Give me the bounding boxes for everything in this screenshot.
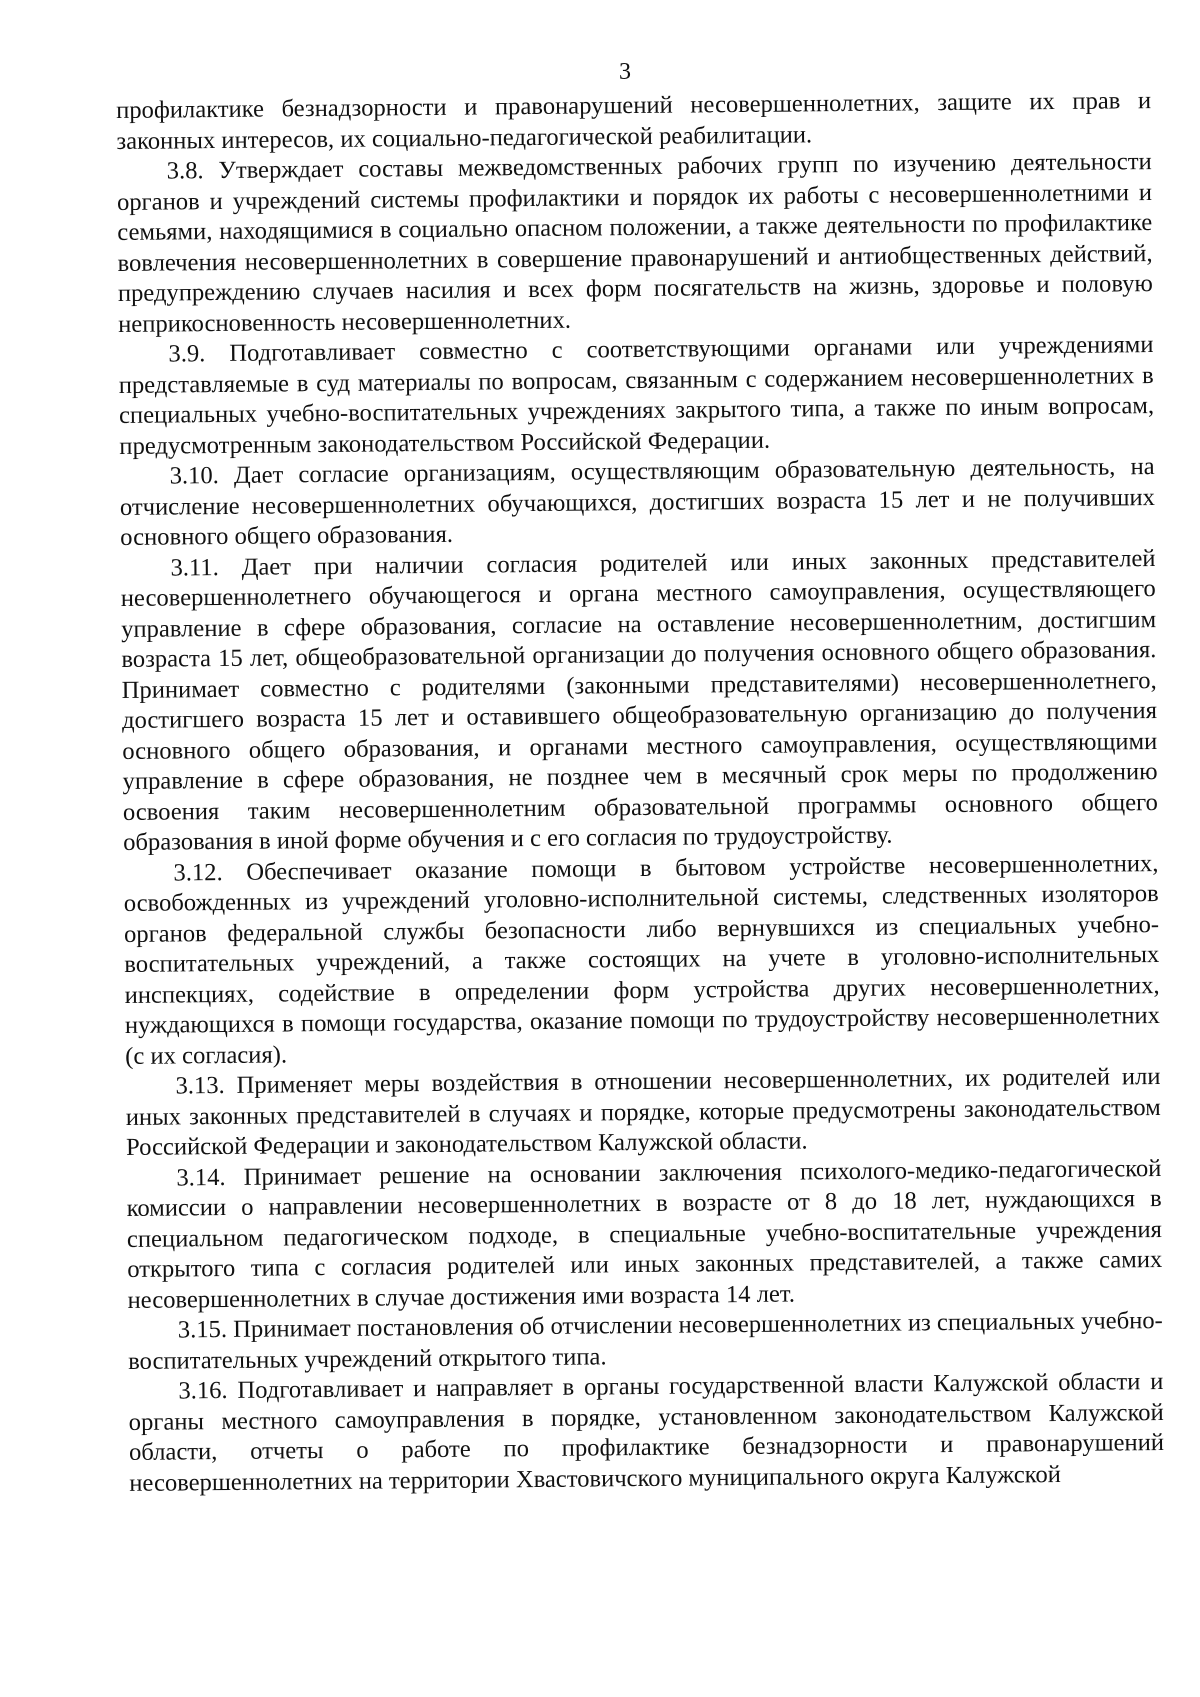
paragraph-continuation: профилактике безнадзорности и правонарушений несовершеннолетних, защите их прав и законных интересов, их социально-педагогической реабилитации. xyxy=(116,87,1152,155)
document-body xyxy=(116,86,1164,1499)
paragraph-3-12: 3.12. Обеспечивает оказание помощи в бытовом устройстве несовершеннолетних, освобожденных из учреждений уголовно-исполнительной системы, следственных изоляторов органов федеральной службы безопасности либо вернувшихся из специальных учебно-воспитательных учреждений, а также состоящих на учете в уголовно-исполнительных инспекциях, содействие в определении форм устройства других несовершеннолетних, нуждающихся в помощи государства, оказание помощи по трудоустройству несовершеннолетних (с их согласия). xyxy=(123,849,1161,1070)
page-number: 3 xyxy=(619,59,631,85)
paragraph-3-13: 3.13. Применяет меры воздействия в отношении несовершеннолетних, их родителей или иных законных представителей в случаях и порядке, которые предусмотрены законодательством Российской Федерации и законодательством Калужской области. xyxy=(125,1063,1161,1161)
paragraph-3-9: 3.9. Подготавливает совместно с соответствующими органами или учреждениями представляемые в суд материалы по вопросам, связанным с содержанием несовершеннолетних в специальных учебно-воспитательных учреждениях закрытого типа, а также по иным вопросам, предусмотренным законодательством Российской Федерации. xyxy=(118,331,1155,460)
paragraph-3-8: 3.8. Утверждает составы межведомственных рабочих групп по изучению деятельности органов и учреждений системы профилактики и порядок их работы с несовершеннолетними и семьями, находящимися в социально опасном положении, а также деятельности по профилактике вовлечения несовершеннолетних в совершение правонарушений и антиобщественных действий, предупреждению случаев насилия и всех форм посягательств на жизнь, здоровье и половую неприкосновенность несовершеннолетних. xyxy=(116,148,1153,338)
paragraph-3-15: 3.15. Принимает постановления об отчислении несовершеннолетних из специальных учебно-воспитательных учреждений открытого типа. xyxy=(128,1307,1163,1375)
paragraph-3-14: 3.14. Принимает решение на основании заключения психолого-медико-педагогической комиссии о направлении несовершеннолетних в возрасте от 8 до 18 лет, нуждающихся в специальном педагогическом подходе, в специальные учебно-воспитательные учреждения открытого типа с согласия родителей или иных законных представителей, а также самих несовершеннолетних в случае достижения ими возраста 14 лет. xyxy=(126,1154,1163,1314)
paragraph-3-16: 3.16. Подготавливает и направляет в органы государственной власти Калужской области и органы местного самоуправления в порядке, установленном законодательством Калужской области, отчеты о работе по профилактике безнадзорности и правонарушений несовершеннолетних на территории Хвастовичского муниципального округа Калужской xyxy=(128,1368,1165,1497)
paragraph-3-11: 3.11. Дает при наличии согласия родителей или иных законных представителей несовершеннолетнего обучающегося и органа местного самоуправления, осуществляющего управление в сфере образования, согласие на оставление несовершеннолетним, достигшим возраста 15 лет, общеобразовательной организации до получения основного общего образования. Принимает совместно с родителями (законными представителями) несовершеннолетнего, достигшего возраста 15 лет и оставившего общеобразовательную организацию до получения основного общего образования, и органами местного самоуправления, осуществляющими управление в сфере образования, не позднее чем в месячный срок меры по продолжению освоения таким несовершеннолетним образовательной программы основного общего образования в иной форме обучения и с его согласия по трудоустройству. xyxy=(120,544,1158,856)
paragraph-3-10: 3.10. Дает согласие организациям, осуществляющим образовательную деятельность, на отчисление несовершеннолетних обучающихся, достигших возраста 15 лет и не получивших основного общего образования. xyxy=(119,453,1156,551)
